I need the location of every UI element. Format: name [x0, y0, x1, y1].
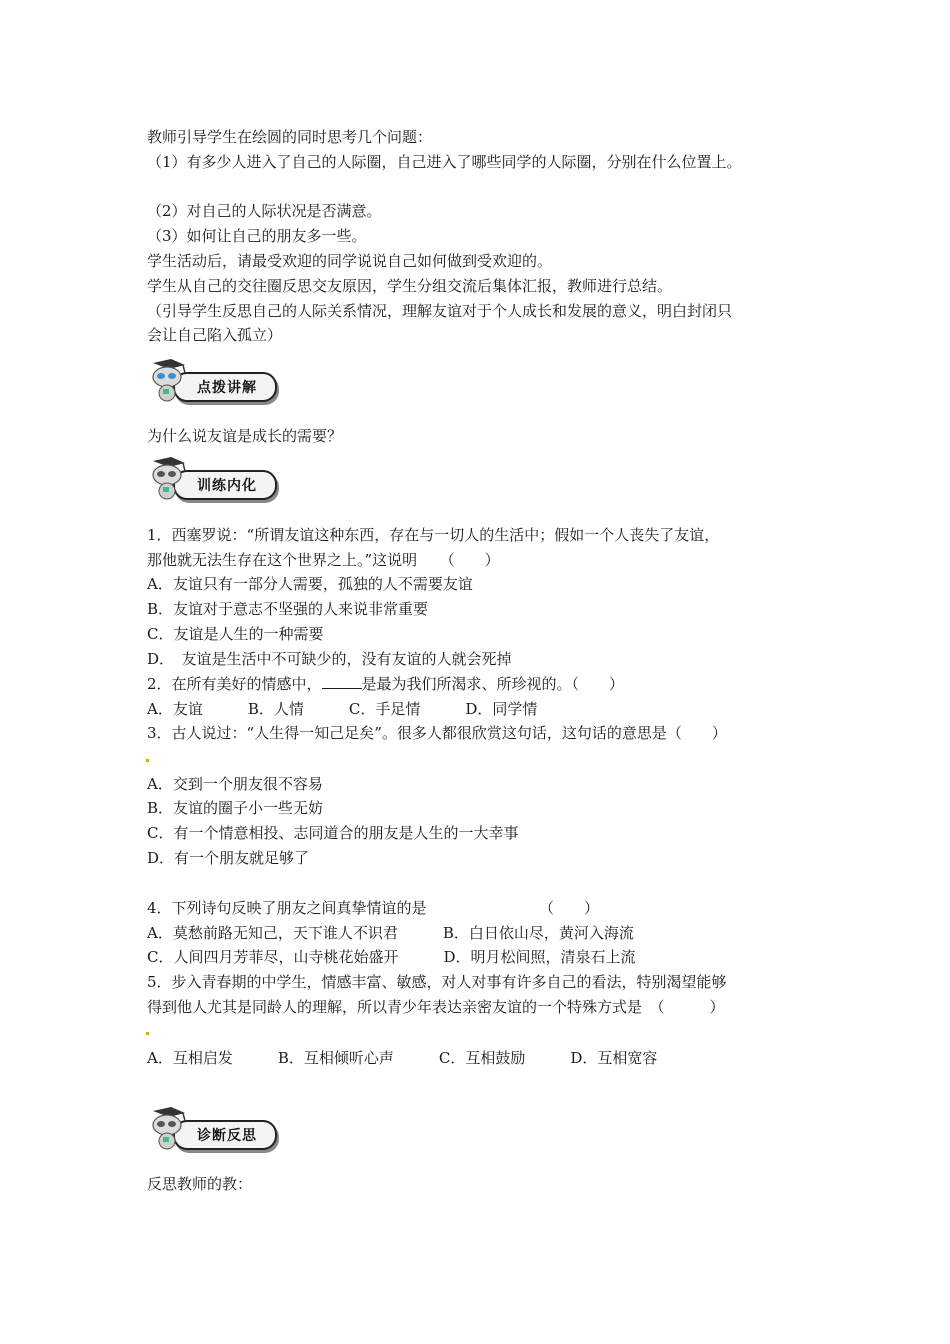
section-title: 训练内化 [197, 478, 257, 494]
q1-stem-2: 那他就无法生存在这个世界之上。”这说明 （ ） [147, 551, 500, 569]
q1-stem-1: 1．西塞罗说：“所谓友谊这种东西，存在与一切人的生活中；假如一个人丧失了友谊， [147, 526, 720, 544]
q2-stem [147, 674, 624, 694]
stray-mark [146, 759, 149, 762]
q3-option-b: B．友谊的圈子小一些无妨 [147, 799, 324, 817]
q2-options: A．友谊 B．人情 C．手足情 D．同学情 [147, 700, 538, 718]
section1-text: 为什么说友谊是成长的需要？ [147, 427, 343, 445]
section3-text: 反思教师的教： [147, 1175, 253, 1193]
intro-line-2: （1）有多少人进入了自己的人际圈，自己进入了哪些同学的人际圈，分别在什么位置上。 [147, 153, 742, 171]
intro-line-4: （3）如何让自己的朋友多一些。 [147, 227, 367, 245]
section-title: 诊断反思 [197, 1128, 257, 1144]
intro-line-5: 学生活动后，请最受欢迎的同学说说自己如何做到受欢迎的。 [147, 252, 553, 270]
mascot-icon [145, 1105, 195, 1151]
mascot-icon [145, 357, 195, 403]
section-badge-dianbo [145, 357, 275, 403]
stray-mark [146, 1032, 149, 1035]
q1-option-c: C．友谊是人生的一种需要 [147, 625, 324, 643]
q2-stem-pre: 2．在所有美好的情感中， [147, 675, 322, 693]
intro-line-6: 学生从自己的交往圈反思交友原因，学生分组交流后集体汇报，教师进行总结。 [147, 277, 673, 295]
q1-option-d: D． 友谊是生活中不可缺少的，没有友谊的人就会死掉 [147, 650, 512, 668]
q3-option-c: C．有一个情意相投、志同道合的朋友是人生的一大幸事 [147, 824, 519, 842]
q4-options-ab: A．莫愁前路无知己，天下谁人不识君 B．白日依山尽，黄河入海流 [147, 924, 634, 942]
section-badge-zhenduan [145, 1105, 275, 1151]
q2-stem-post: 是最为我们所渴求、所珍视的。（ ） [361, 675, 625, 693]
q1-option-a: A．友谊只有一部分人需要，孤独的人不需要友谊 [147, 575, 473, 593]
section-badge-xunlian [145, 455, 275, 501]
intro-line-8: 会让自己陷入孤立） [147, 326, 283, 344]
mascot-icon [145, 455, 195, 501]
intro-line-7: （引导学生反思自己的人际关系情况，理解友谊对于个人成长和发展的意义，明白封闭只 [147, 302, 733, 320]
q5-stem-1: 5．步入青春期的中学生，情感丰富、敏感，对人对事有许多自己的看法，特别渴望能够 [147, 973, 727, 991]
q5-options: A．互相启发 B．互相倾听心声 C．互相鼓励 D．互相宽容 [147, 1049, 658, 1067]
q5-stem-2: 得到他人尤其是同龄人的理解，所以青少年表达亲密友谊的一个特殊方式是 （ ） [147, 998, 725, 1016]
intro-line-1: 教师引导学生在绘圆的同时思考几个问题： [147, 128, 433, 146]
section-title: 点拨讲解 [197, 380, 257, 396]
intro-line-3: （2）对自己的人际状况是否满意。 [147, 202, 382, 220]
q4-options-cd: C．人间四月芳菲尽，山寺桃花始盛开 D．明月松间照，清泉石上流 [147, 948, 636, 966]
q4-stem: 4．下列诗句反映了朋友之间真挚情谊的是 （ ） [147, 899, 600, 917]
q3-option-a: A．交到一个朋友很不容易 [147, 775, 323, 793]
q1-option-b: B．友谊对于意志不坚强的人来说非常重要 [147, 600, 429, 618]
q3-option-d: D．有一个朋友就足够了 [147, 849, 310, 867]
q2-blank [322, 674, 362, 689]
q3-stem: 3．古人说过：“人生得一知己足矣”。很多人都很欣赏这句话，这句话的意思是（ ） [147, 724, 727, 742]
